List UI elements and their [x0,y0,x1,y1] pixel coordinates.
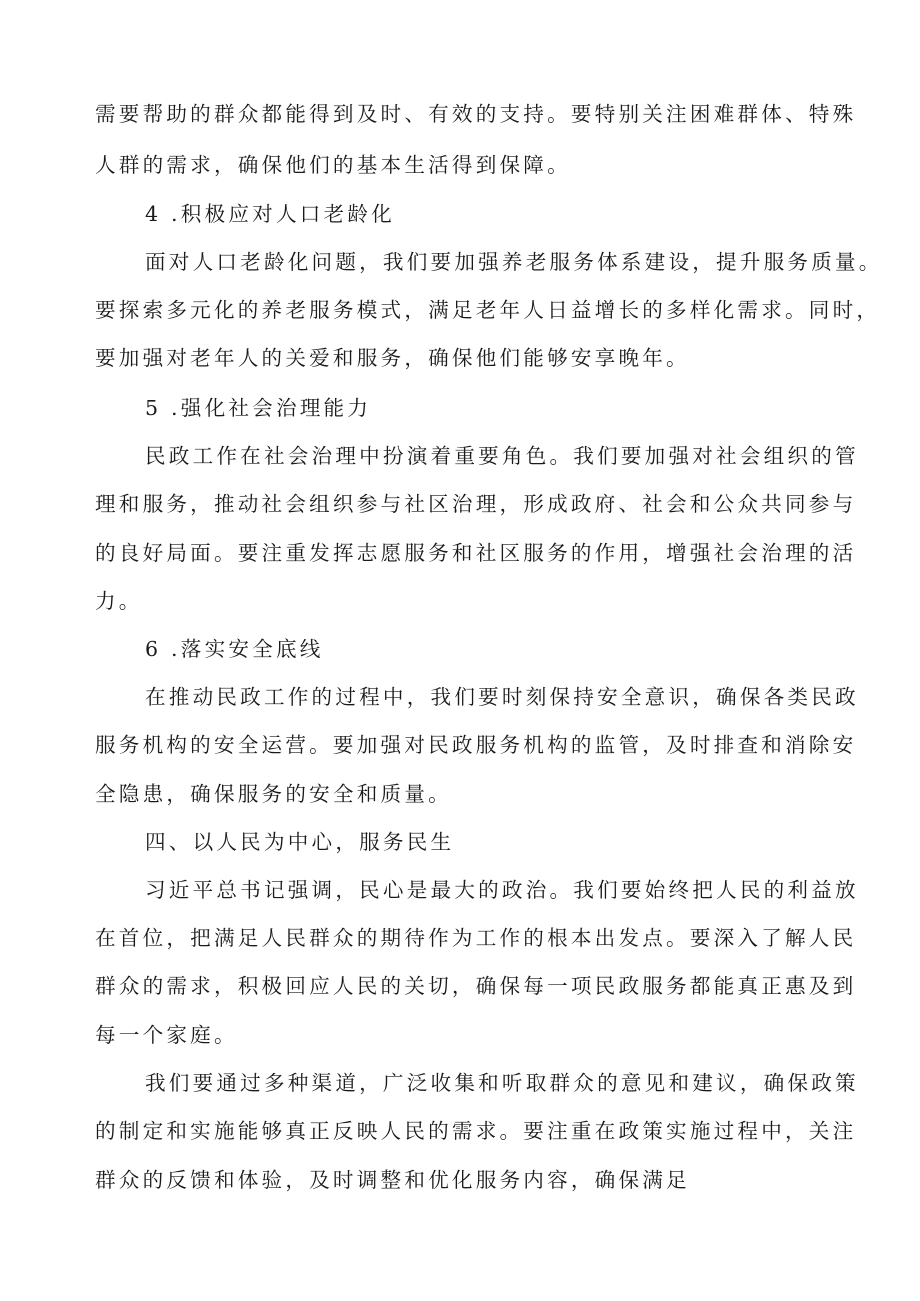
body-text-line: 在首位，把满足人民群众的期待作为工作的根本出发点。要深入了解人民 [95,926,857,950]
paragraph-first-line: 面对人口老龄化问题，我们要加强养老服务体系建设，提升服务质量。 [145,250,883,274]
body-text-line: 要加强对老年人的关爱和服务，确保他们能够安享晚年。 [95,346,690,370]
body-text-line: 群众的反馈和体验，及时调整和优化服务内容，确保满足 [95,1168,690,1192]
body-text-line: 群众的需求，积极回应人民的关切，确保每一项民政服务都能真正惠及到 [95,974,857,998]
body-text-line: 人群的需求，确保他们的基本生活得到保障。 [95,153,571,177]
body-text-line: 全隐患，确保服务的安全和质量。 [95,782,452,806]
section-heading: 4 .积极应对人口老龄化 [145,202,395,226]
paragraph-first-line: 我们要通过多种渠道，广泛收集和听取群众的意见和建议，确保政策 [145,1071,859,1095]
section-heading: 5 .强化社会治理能力 [145,396,372,420]
paragraph-first-line: 民政工作在社会治理中扮演着重要角色。我们要加强对社会组织的管 [145,444,859,468]
body-text-line: 理和服务，推动社会组织参与社区治理，形成政府、社会和公众共同参与 [95,492,857,516]
paragraph-first-line: 在推动民政工作的过程中，我们要时刻保持安全意识，确保各类民政 [145,685,859,709]
body-text-line: 服务机构的安全运营。要加强对民政服务机构的监管，及时排查和消除安 [95,733,857,757]
body-text-line: 需要帮助的群众都能得到及时、有效的支持。要特别关注困难群体、特殊 [95,102,857,126]
body-text-line: 每一个家庭。 [95,1023,238,1047]
body-text-line: 要探索多元化的养老服务模式，满足老年人日益增长的多样化需求。同时， [95,298,881,322]
body-text-line: 力。 [95,589,143,613]
section-heading: 6 .落实安全底线 [145,637,324,661]
chapter-heading: 四、以人民为中心，服务民生 [145,830,455,854]
body-text-line: 的制定和实施能够真正反映人民的需求。要注重在政策实施过程中，关注 [95,1119,857,1143]
body-text-line: 的良好局面。要注重发挥志愿服务和社区服务的作用，增强社会治理的活 [95,541,857,565]
paragraph-first-line: 习近平总书记强调，民心是最大的政治。我们要始终把人民的利益放 [145,878,859,902]
